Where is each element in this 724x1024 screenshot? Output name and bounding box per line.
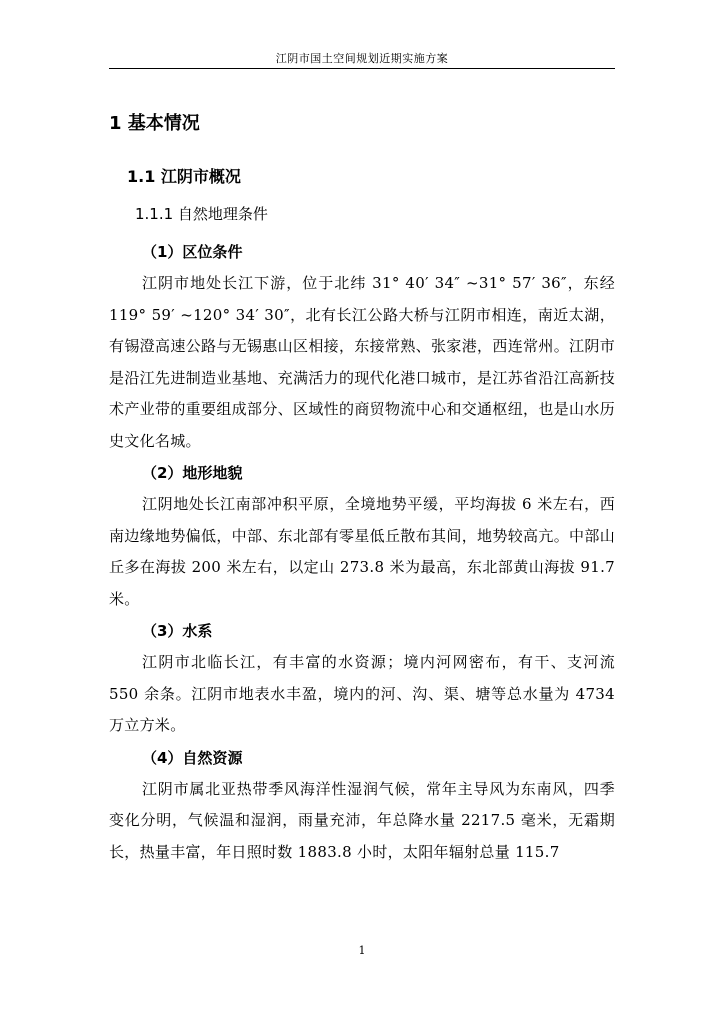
running-header: 江阴市国土空间规划近期实施方案	[275, 52, 449, 65]
page-number: 1	[358, 944, 366, 957]
heading-level-2: 1.1 江阴市概况	[127, 167, 241, 186]
section-title-terrain: （2）地形地貌	[142, 464, 243, 482]
paragraph-water: 江阴市北临长江，有丰富的水资源；境内河网密布，有干、支河流 550 余条。江阴市地表水丰盈，境内的河、沟、渠、塘等总水量为 4734 万立方米。	[109, 653, 615, 734]
section-title-water: （3）水系	[142, 622, 213, 640]
paragraph-terrain: 江阴地处长江南部冲积平原，全境地势平缓，平均海拔 6 米左右，西南边缘地势偏低，中部、东北部有零星低丘散布其间，地势较高亢。中部山丘多在海拔 200 米左右，以定山 273.8 米为最高，东北部黄山海拔 91.7 米。	[109, 495, 615, 608]
header-divider	[109, 68, 615, 69]
heading-level-3: 1.1.1 自然地理条件	[135, 205, 268, 223]
section-title-natural-resources: （4）自然资源	[142, 748, 243, 767]
section-title-location: （1）区位条件	[142, 243, 243, 261]
heading-level-1: 1 基本情况	[109, 113, 200, 134]
paragraph-natural-resources: 江阴市属北亚热带季风海洋性湿润气候，常年主导风为东南风，四季变化分明，气候温和湿润，雨量充沛，年总降水量 2217.5 毫米，无霜期长，热量丰富，年日照时数 1883.8 小时，太阳年辐射总量 115.7	[109, 779, 615, 861]
paragraph-location: 江阴市地处长江下游，位于北纬 31° 40′ 34″ ~31° 57′ 36″，东经 119° 59′ ~120° 34′ 30″，北有长江公路大桥与江阴市相连，南近太湖，有锡澄高速公路与无锡惠山区相接，东接常熟、张家港，西连常州。江阴市是沿江先进制造业基地、充满活力的现代化港口城市，是江苏省沿江高新技术产业带的重要组成部分、区域性的商贸物流中心和交通枢纽，也是山水历史文化名城。	[109, 274, 615, 450]
document-body	[109, 110, 615, 868]
